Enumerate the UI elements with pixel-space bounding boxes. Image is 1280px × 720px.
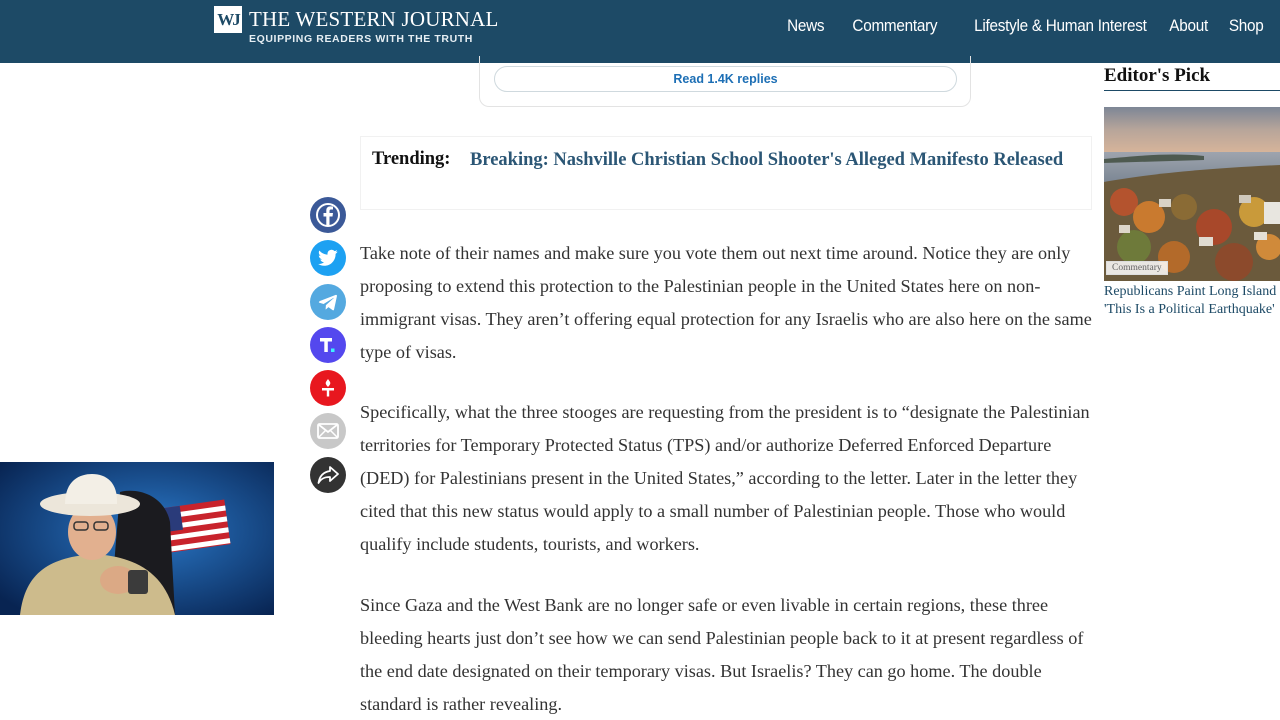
twitter-share-button[interactable] [310,240,346,276]
truth-social-share-button[interactable] [310,327,346,363]
logo-title: THE WESTERN JOURNAL [249,7,499,31]
more-share-button[interactable] [310,457,346,493]
editors-pick-caption-line: Republicans Paint Long Island [1104,284,1277,299]
article-paragraph: Specifically, what the three stooges are requesting from the president is to “designate the Palestinian territories for Temporary Protected Status (TPS) and/or authorize Deferred Enforced Departure (DED) for Palestinians present in the United States,” according to the letter. Later in the letter they cited that this new status would apply to a small number of Palestinian people. Those who would qualify include students, tourists, and workers. [360,402,1090,554]
editors-pick-image[interactable] [1104,107,1280,281]
gettr-icon [318,377,338,399]
email-icon [317,423,339,439]
trending-label: Trending: [372,149,451,169]
site-logo[interactable] [214,6,499,45]
nav-news[interactable]: News [787,16,825,35]
nav-about[interactable]: About [1168,16,1208,35]
editors-pick-heading: Editor's Pick [1104,65,1280,91]
editors-pick-link[interactable] [1104,283,1280,319]
nav-shop[interactable]: Shop [1229,16,1264,35]
embedded-post-card [479,56,971,107]
logo-tagline: EQUIPPING READERS WITH THE TRUTH [249,33,473,45]
article-paragraph: Since Gaza and the West Bank are no longer safe or even livable in certain regions, these three bleeding hearts just don’t see how we can send Palestinian people back to it at present regardless of the end date designated on their temporary visas. But Israelis? They can go home. The double standard is rather revealing. [360,595,1084,714]
logo-mark: WJ [214,6,242,33]
facebook-icon [310,197,346,233]
truth-social-icon [318,335,338,355]
webcam-overlay [0,462,274,615]
category-badge: Commentary [1106,261,1168,275]
nav-commentary[interactable]: Commentary [852,16,937,35]
telegram-icon [318,293,338,311]
gettr-share-button[interactable] [310,370,346,406]
editors-pick-caption-line: 'This Is a Political Earthquake' [1104,302,1275,317]
email-share-button[interactable] [310,413,346,449]
share-icon [317,465,339,485]
read-replies-button[interactable]: Read 1.4K replies [494,66,957,92]
main-nav [783,16,1264,36]
twitter-icon [318,249,338,267]
trending-link[interactable]: Breaking: Nashville Christian School Shooter's Alleged Manifesto Released [470,150,1064,170]
site-header [0,0,1280,63]
telegram-share-button[interactable] [310,284,346,320]
facebook-share-button[interactable] [310,197,346,233]
article-paragraph: Take note of their names and make sure you vote them out next time around. Notice they are only proposing to extend this protection to the Palestinian people in the United States here on non-immigrant visas. They aren’t offering equal protection for any Israelis who are also here on the same type of visas. [360,243,1092,362]
nav-lifestyle[interactable]: Lifestyle & Human Interest [974,16,1147,35]
trending-box [360,136,1092,210]
